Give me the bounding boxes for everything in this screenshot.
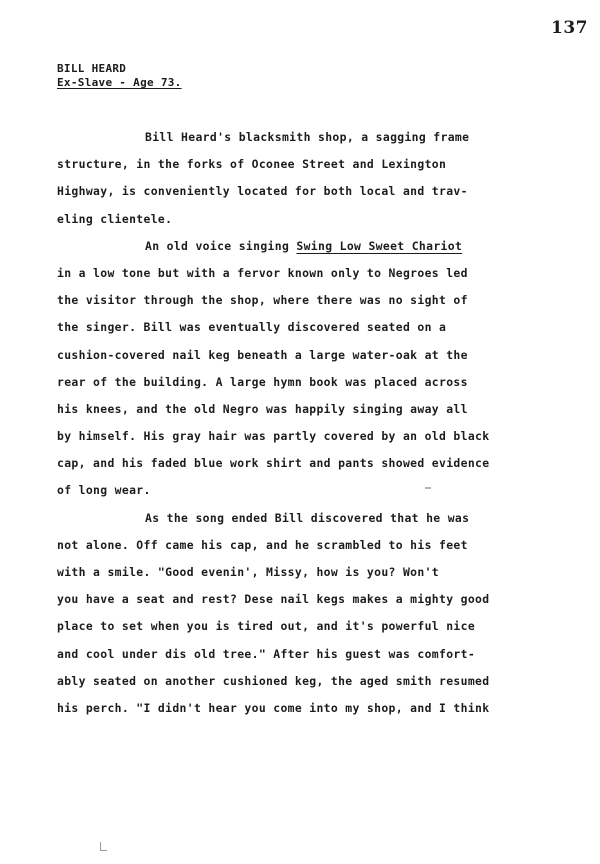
- text-line: his perch. "I didn't hear you come into my shop, and I think: [57, 700, 490, 715]
- text-line: not alone. Off came his cap, and he scrambled to his feet: [57, 537, 468, 552]
- text-line: eling clientele.: [57, 211, 173, 226]
- scan-smudge: [425, 487, 431, 489]
- text-line: his knees, and the old Negro was happily singing away all: [57, 401, 468, 416]
- document-header: [57, 62, 182, 90]
- text-line: with a smile. "Good evenin', Missy, how is you? Won't: [57, 565, 440, 579]
- song-title: Swing Low Sweet Chariot: [296, 238, 463, 253]
- text-line: cap, and his faded blue work shirt and pants showed evidence: [57, 456, 490, 471]
- text-line: Bill Heard's blacksmith shop, a sagging frame: [145, 130, 470, 144]
- document-body: [57, 124, 557, 722]
- text-fragment: An old voice singing: [145, 238, 297, 253]
- text-line: rear of the building. A large hymn book was placed across: [57, 374, 468, 389]
- text-line: in a low tone but with a fervor known only to Negroes led: [57, 265, 468, 280]
- text-line: As the song ended Bill discovered that he was: [145, 510, 470, 525]
- text-line: the visitor through the shop, where there was no sight of: [57, 293, 468, 308]
- text-line: ably seated on another cushioned keg, the aged smith resumed: [57, 673, 490, 688]
- subject-name: BILL HEARD: [57, 62, 127, 75]
- text-line: Highway, is conveniently located for both local and trav-: [57, 184, 468, 199]
- text-line: of long wear.: [57, 483, 151, 498]
- text-line: by himself. His gray hair was partly covered by an old black: [57, 429, 490, 444]
- subject-subtitle: Ex-Slave - Age 73.: [57, 76, 182, 89]
- text-line: the singer. Bill was eventually discovered seated on a: [57, 320, 447, 335]
- text-line: place to set when you is tired out, and it's powerful nice: [57, 619, 476, 634]
- text-line: structure, in the forks of Oconee Street and Lexington: [57, 157, 447, 172]
- text-line: cushion-covered nail keg beneath a large water-oak at the: [57, 347, 468, 362]
- page-number: 137: [551, 18, 588, 38]
- text-line: you have a seat and rest? Dese nail kegs makes a mighty good: [57, 592, 490, 607]
- text-line: [57, 233, 557, 260]
- scan-corner-mark: [100, 842, 107, 851]
- text-line: and cool under dis old tree." After his guest was comfort-: [57, 646, 476, 661]
